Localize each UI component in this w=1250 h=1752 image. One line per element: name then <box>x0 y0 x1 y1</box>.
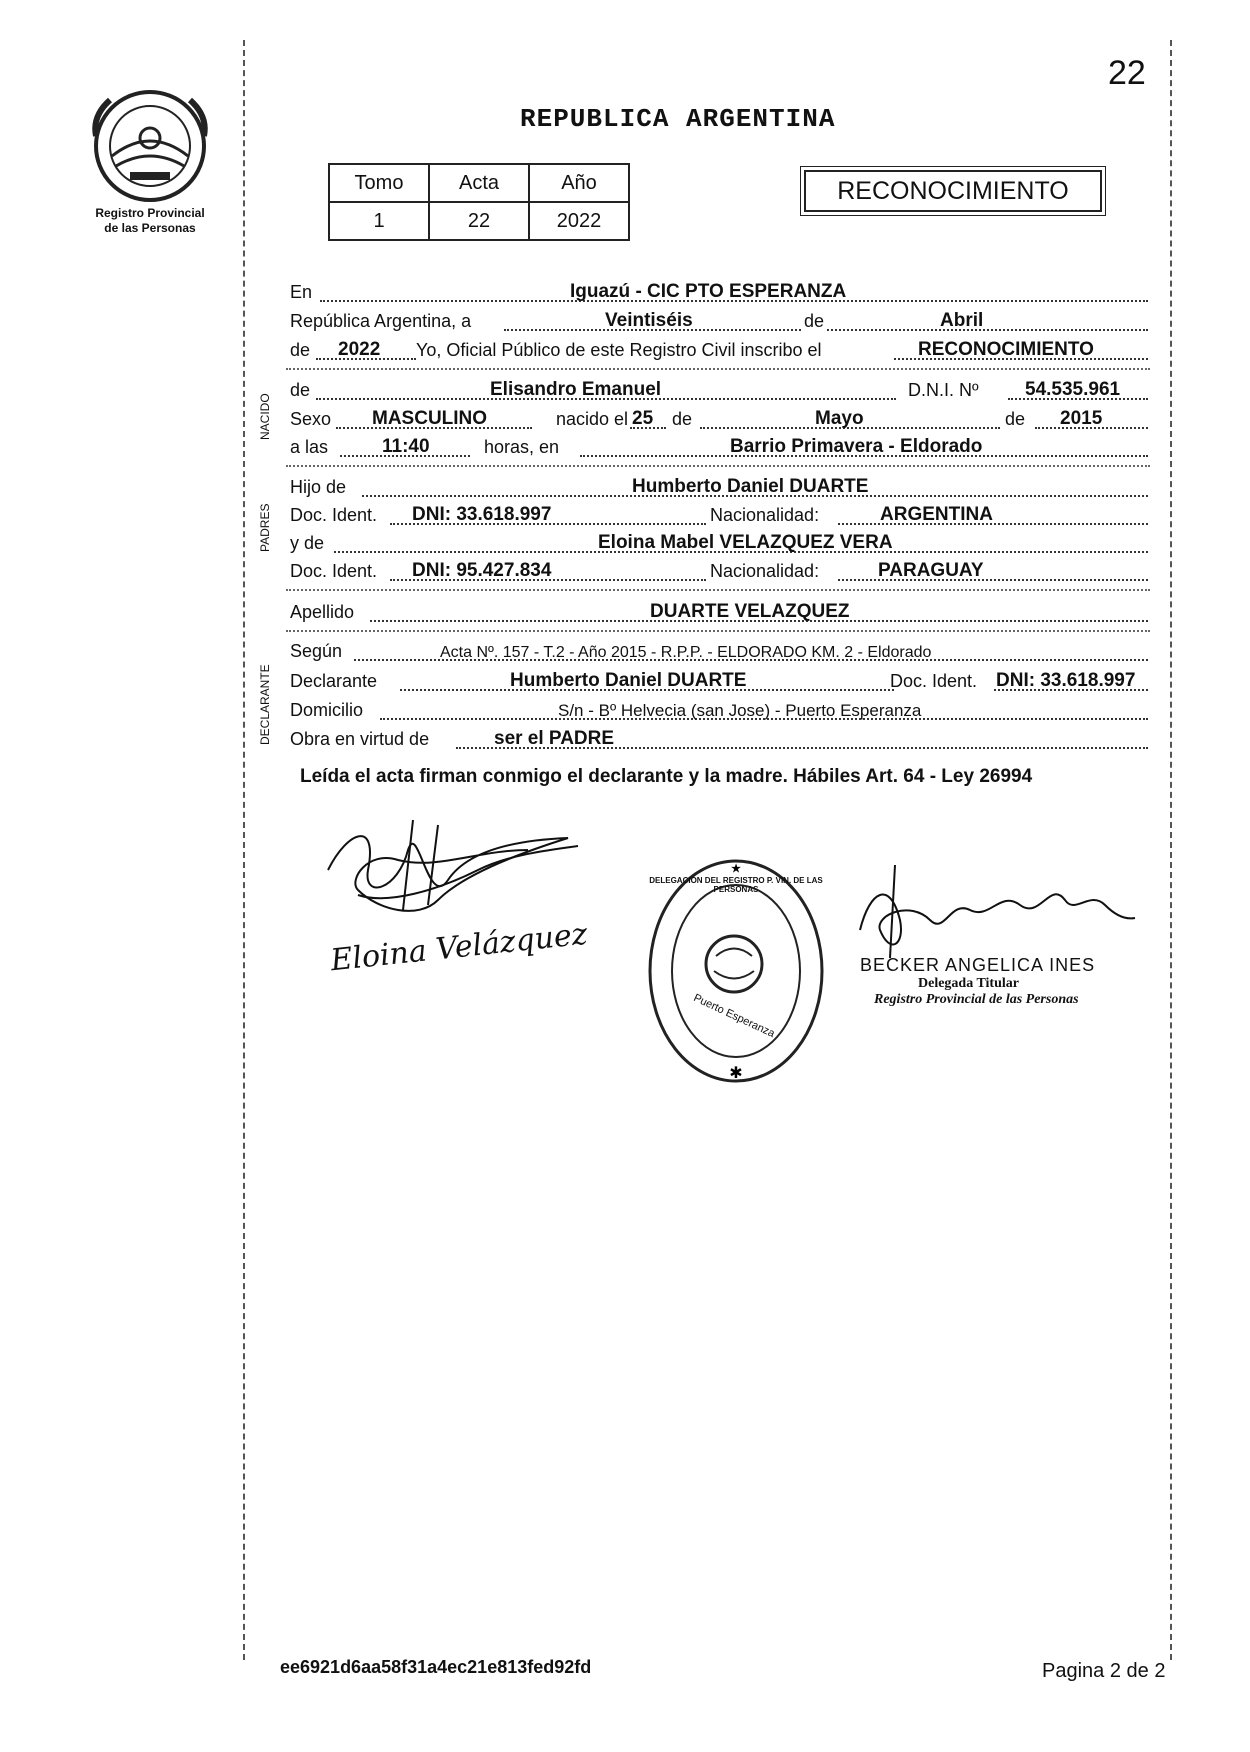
label-de: de <box>804 311 825 331</box>
row-declarant <box>290 666 1148 694</box>
label-republica: República Argentina, a <box>290 311 472 331</box>
value-birth-month: Mayo <box>815 408 864 429</box>
registry-header-acta: Acta <box>429 164 529 202</box>
page-number: 22 <box>1108 54 1146 92</box>
side-label-declarante: DECLARANTE <box>258 664 272 745</box>
registry-header-tomo: Tomo <box>329 164 429 202</box>
label-nac-mother: Nacionalidad: <box>710 561 820 581</box>
label-de-year: de <box>290 340 311 360</box>
document-hash: ee6921d6aa58f31a4ec21e813fed92fd <box>280 1657 592 1677</box>
country-title: REPUBLICA ARGENTINA <box>520 104 836 134</box>
value-surname: DUARTE VELAZQUEZ <box>650 601 850 622</box>
row-place <box>290 277 1148 305</box>
value-father-name: Humberto Daniel DUARTE <box>632 476 869 497</box>
registry-table <box>328 163 630 241</box>
row-mother-doc <box>290 556 1148 584</box>
row-father-doc <box>290 500 1148 528</box>
signer-name: BECKER ANGELICA INES <box>860 955 1096 975</box>
label-domicilio: Domicilio <box>290 700 364 720</box>
value-year: 2022 <box>338 339 381 360</box>
value-father-nat: ARGENTINA <box>880 504 993 525</box>
label-horas: horas, en <box>484 437 560 457</box>
value-child-name: Elisandro Emanuel <box>490 379 662 400</box>
registry-value-tomo: 1 <box>329 202 429 240</box>
row-surname <box>290 597 1148 625</box>
value-mother-name: Eloina Mabel VELAZQUEZ VERA <box>598 532 893 553</box>
value-birth-place: Barrio Primavera - Eldorado <box>730 436 983 457</box>
label-de-birth-year: de <box>1005 409 1026 429</box>
row-segun <box>290 636 1148 664</box>
signer-title: Delegada Titular <box>918 976 1019 991</box>
value-address: S/n - Bº Helvecia (san Jose) - Puerto Esperanza <box>558 701 922 720</box>
value-segun: Acta Nº. 157 - T.2 - Año 2015 - R.P.P. - ELDORADO KM. 2 - Eldorado <box>440 644 932 661</box>
label-de-child: de <box>290 380 311 400</box>
label-sexo: Sexo <box>290 409 332 429</box>
row-year <box>290 335 1148 363</box>
logo-caption-line2: de las Personas <box>104 221 196 235</box>
label-segun: Según <box>290 641 343 661</box>
logo-caption <box>70 206 230 236</box>
officer-signature <box>850 860 1140 960</box>
registry-value-anio: 2022 <box>529 202 629 240</box>
value-declarant-name: Humberto Daniel DUARTE <box>510 670 747 691</box>
value-obra: ser el PADRE <box>494 728 615 749</box>
value-father-doc: DNI: 33.618.997 <box>412 504 552 525</box>
label-nacido: nacido el <box>556 409 629 429</box>
closing-text: Leída el acta firman conmigo el declarante y la madre. Hábiles Art. 64 - Ley 26994 <box>300 766 1033 787</box>
row-mother <box>290 528 1148 556</box>
stamp-ring-text: DELEGACIÓN DEL REGISTRO P. VIN. DE LAS PERSONAS <box>649 876 823 894</box>
signer-block <box>860 955 1095 1008</box>
label-nac-father: Nacionalidad: <box>710 505 820 525</box>
pagination: Pagina 2 de 2 <box>1042 1660 1166 1682</box>
value-mother-nat: PARAGUAY <box>878 560 984 581</box>
row-address <box>290 695 1148 723</box>
label-hijo: Hijo de <box>290 477 347 497</box>
svg-text:★: ★ <box>731 863 741 875</box>
value-mother-doc: DNI: 95.427.834 <box>412 560 552 581</box>
declarant-signature <box>318 810 588 930</box>
value-birth-day: 25 <box>632 408 654 429</box>
side-label-padres: PADRES <box>258 503 272 552</box>
label-en: En <box>290 282 313 302</box>
label-dni: D.N.I. Nº <box>908 380 979 400</box>
value-birth-year: 2015 <box>1060 408 1103 429</box>
value-child-dni: 54.535.961 <box>1025 379 1121 400</box>
row-obra <box>290 724 1148 752</box>
value-declarant-doc: DNI: 33.618.997 <box>996 670 1136 691</box>
label-de-birth: de <box>672 409 693 429</box>
label-doc-mother: Doc. Ident. <box>290 561 378 581</box>
label-inscribo: Yo, Oficial Público de este Registro Civil inscribo el <box>416 340 822 360</box>
row-date <box>290 306 1148 334</box>
signer-office: Registro Provincial de las Personas <box>874 992 1079 1007</box>
row-time <box>290 432 1148 460</box>
misiones-logo <box>90 86 220 209</box>
svg-text:✱: ✱ <box>729 1065 743 1082</box>
label-obra: Obra en virtud de <box>290 729 430 749</box>
row-father <box>290 472 1148 500</box>
value-month: Abril <box>940 310 984 331</box>
value-act-word: RECONOCIMIENTO <box>918 339 1094 360</box>
row-child <box>290 375 1148 403</box>
value-birth-time: 11:40 <box>382 436 430 457</box>
label-doc-declarant: Doc. Ident. <box>890 671 978 691</box>
value-day-words: Veintiséis <box>605 310 693 331</box>
side-label-nacido: NACIDO <box>258 393 272 440</box>
label-declarante: Declarante <box>290 671 378 691</box>
registry-header-anio: Año <box>529 164 629 202</box>
row-sex <box>290 404 1148 432</box>
handwritten-name: Eloina Velázquez <box>328 916 590 979</box>
label-apellido: Apellido <box>290 602 355 622</box>
registry-value-acta: 22 <box>429 202 529 240</box>
label-doc-father: Doc. Ident. <box>290 505 378 525</box>
stamp-inner-text: Puerto Esperanza <box>691 991 777 1041</box>
value-place: Iguazú - CIC PTO ESPERANZA <box>570 281 847 302</box>
label-yde: y de <box>290 533 325 553</box>
value-sex: MASCULINO <box>372 408 488 429</box>
logo-caption-line1: Registro Provincial <box>95 206 205 220</box>
act-type-box: RECONOCIMIENTO <box>804 170 1102 212</box>
left-margin-line <box>243 40 245 1660</box>
right-margin-line <box>1170 40 1172 1660</box>
label-alas: a las <box>290 437 329 457</box>
